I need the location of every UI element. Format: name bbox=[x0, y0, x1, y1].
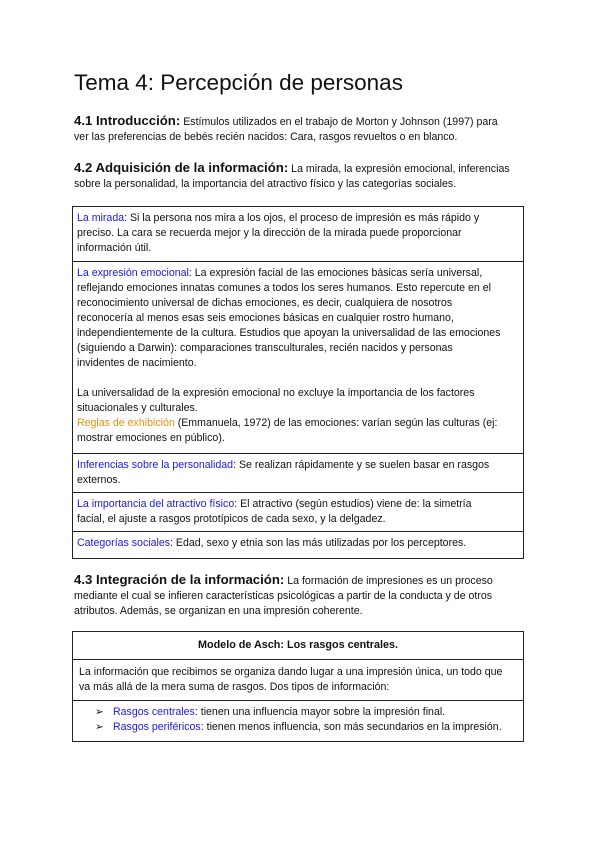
list-item bbox=[79, 720, 517, 735]
section-text: Estímulos utilizados en el trabajo de Morton y Johnson (1997) para bbox=[183, 116, 498, 128]
row-text: preciso. La cara se recuerda mejor y la dirección de la mirada puede proporcionar bbox=[77, 227, 462, 239]
section-integracion bbox=[74, 572, 534, 619]
term: La importancia del atractivo físico bbox=[77, 498, 235, 510]
term: Categorías sociales bbox=[77, 537, 171, 549]
row-text: : Se realizan rápidamente y se suelen basar en rasgos bbox=[233, 459, 490, 471]
section-text: atributos. Además, se organizan en una impresión coherente. bbox=[74, 605, 363, 617]
row-text: facial, el ajuste a rasgos prototípicos de cada sexo, y la delgadez. bbox=[77, 513, 386, 525]
list-text: : tienen una influencia mayor sobre la impresión final. bbox=[194, 706, 446, 718]
page-title: Tema 4: Percepción de personas bbox=[74, 70, 403, 95]
row-text: situacionales y culturales. bbox=[77, 402, 198, 414]
row-text: (siguiendo a Darwin): comparaciones transculturales, recién nacidos y personas bbox=[77, 342, 453, 354]
row-text: (Emmanuela, 1972) de las emociones: varían según las culturas (ej: bbox=[174, 417, 498, 429]
row-atractivo bbox=[73, 493, 523, 532]
section-heading: 4.3 Integración de la información: bbox=[74, 572, 285, 587]
list-item bbox=[79, 705, 517, 720]
term: La expresión emocional bbox=[77, 267, 189, 279]
term: Rasgos periféricos bbox=[113, 721, 201, 733]
row-text: reflejando emociones innatas comunes a todos los seres humanos. Esto repercute en el bbox=[77, 282, 491, 294]
section-text: La formación de impresiones es un proceso bbox=[287, 575, 493, 587]
term: La mirada bbox=[77, 212, 125, 224]
section-introduccion bbox=[74, 113, 534, 145]
asch-text: La información que recibimos se organiza dando lugar a una impresión única, un todo que bbox=[79, 666, 503, 678]
section-adquisicion bbox=[74, 160, 534, 192]
row-text: invidentes de nacimiento. bbox=[77, 357, 197, 369]
row-text: : Si la persona nos mira a los ojos, el proceso de impresión es más rápido y bbox=[124, 212, 480, 224]
section-text: mediante el cual se infieren características psicológicas a partir de la conducta y de otros bbox=[74, 590, 493, 602]
row-text: independientemente de la cultura. Estudios que apoyan la universalidad de las emociones bbox=[77, 327, 501, 339]
arrow-bullet-icon: ➢ bbox=[95, 721, 104, 733]
row-text: : Edad, sexo y etnia son las más utilizadas por los perceptores. bbox=[170, 537, 467, 549]
row-text: mostrar emociones en público). bbox=[77, 432, 225, 444]
row-inferencias bbox=[73, 454, 523, 493]
row-mirada bbox=[73, 207, 523, 262]
list-text: : tienen menos influencia, son más secundarios en la impresión. bbox=[200, 721, 502, 733]
row-text: : La expresión facial de las emociones básicas sería universal, bbox=[188, 267, 483, 279]
asch-list bbox=[73, 701, 523, 741]
row-categorias bbox=[73, 532, 523, 558]
row-text: : El atractivo (según estudios) viene de: la simetría bbox=[234, 498, 472, 510]
asch-text: va más allá de la mera suma de rasgos. Dos tipos de información: bbox=[79, 681, 390, 693]
section-heading: 4.1 Introducción: bbox=[74, 113, 181, 128]
term: Rasgos centrales bbox=[113, 706, 195, 718]
row-text: reconocimiento universal de dichas emociones, es decir, cualquiera de nosotros bbox=[77, 297, 453, 309]
row-text: reconocería al menos esas seis emociones básicas en cualquier rostro humano, bbox=[77, 312, 454, 324]
row-text: La universalidad de la expresión emocional no excluye la importancia de los factores bbox=[77, 387, 475, 399]
section-text: sobre la personalidad, la importancia del atractivo físico y las categorías sociales. bbox=[74, 178, 457, 190]
asch-description bbox=[73, 660, 523, 701]
term: Reglas de exhibición bbox=[77, 417, 175, 429]
section-text: ver las preferencias de bebés recién nacidos: Cara, rasgos revueltos o en blanco. bbox=[74, 131, 458, 143]
section-text: La mirada, la expresión emocional, inferencias bbox=[291, 163, 510, 175]
row-text: información útil. bbox=[77, 242, 152, 254]
asch-header: Modelo de Asch: Los rasgos centrales. bbox=[73, 632, 523, 660]
asch-table bbox=[72, 631, 524, 742]
arrow-bullet-icon: ➢ bbox=[95, 706, 104, 718]
info-table bbox=[72, 206, 524, 559]
row-expresion bbox=[73, 262, 523, 454]
section-heading: 4.2 Adquisición de la información: bbox=[74, 160, 289, 175]
row-text: externos. bbox=[77, 474, 121, 486]
term: Inferencias sobre la personalidad bbox=[77, 459, 234, 471]
